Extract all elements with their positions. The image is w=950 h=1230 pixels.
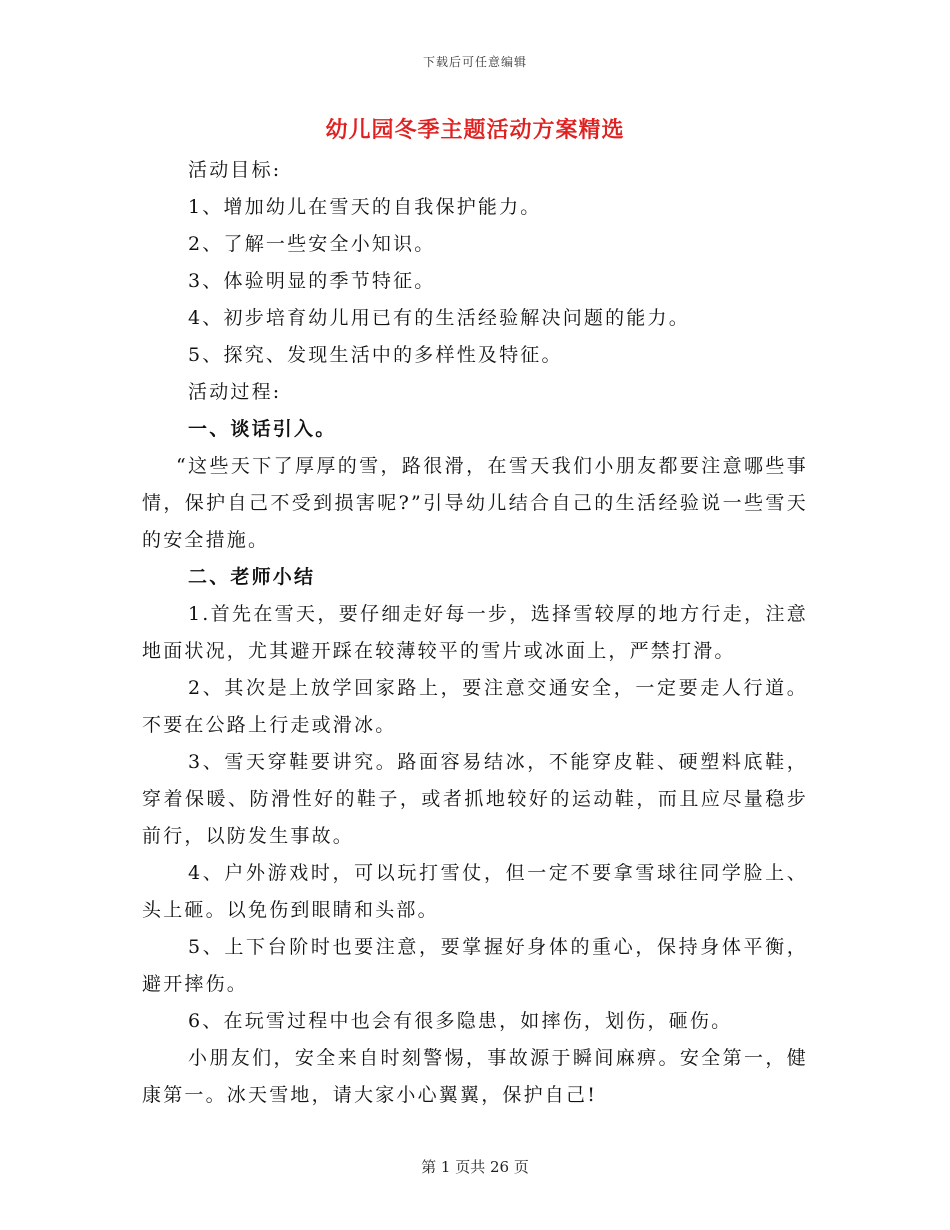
summary-item-1: 1.首先在雪天，要仔细走好每一步，选择雪较厚的地方行走，注意地面状况，尤其避开踩在较薄较平的雪片或冰面上，严禁打滑。 xyxy=(142,603,808,662)
document-body xyxy=(142,152,808,1114)
subheading-intro: 一、谈话引入。 xyxy=(188,418,337,440)
goal-item-2: 2、了解一些安全小知识。 xyxy=(188,233,436,255)
goal-item-1: 1、增加幼儿在雪天的自我保护能力。 xyxy=(188,196,542,218)
goal-item-3: 3、体验明显的季节特征。 xyxy=(188,270,436,292)
section-heading-process: 活动过程: xyxy=(188,381,282,403)
intro-paragraph: “这些天下了厚厚的雪，路很滑，在雪天我们小朋友都要注意哪些事情，保护自己不受到损害呢?”引导幼儿结合自己的生活经验说一些雪天的安全措施。 xyxy=(142,455,808,551)
goal-item-4: 4、初步培育幼儿用已有的生活经验解决问题的能力。 xyxy=(188,307,690,329)
section-heading-goals: 活动目标: xyxy=(188,159,282,181)
summary-item-4: 4、户外游戏时，可以玩打雪仗，但一定不要拿雪球往同学脸上、头上砸。以免伤到眼睛和头部。 xyxy=(142,862,808,921)
summary-item-3: 3、雪天穿鞋要讲究。路面容易结冰，不能穿皮鞋、硬塑料底鞋，穿着保暖、防滑性好的鞋子，或者抓地较好的运动鞋，而且应尽量稳步前行，以防发生事故。 xyxy=(142,751,808,847)
goal-item-5: 5、探究、发现生活中的多样性及特征。 xyxy=(188,344,563,366)
summary-item-2: 2、其次是上放学回家路上，要注意交通安全，一定要走人行道。不要在公路上行走或滑冰。 xyxy=(142,677,808,736)
page-number-footer: 第 1 页共 26 页 xyxy=(421,1158,529,1176)
summary-item-6: 6、在玩雪过程中也会有很多隐患，如摔伤，划伤，砸伤。 xyxy=(188,1010,733,1032)
header-note: 下载后可任意编辑 xyxy=(422,55,527,69)
document-title: 幼儿园冬季主题活动方案精选 xyxy=(325,117,625,143)
closing-paragraph: 小朋友们，安全来自时刻警惕，事故源于瞬间麻痹。安全第一，健康第一。冰天雪地，请大家小心翼翼，保护自己! xyxy=(142,1047,808,1106)
subheading-summary: 二、老师小结 xyxy=(188,566,316,588)
summary-item-5: 5、上下台阶时也要注意，要掌握好身体的重心，保持身体平衡，避开摔伤。 xyxy=(142,936,808,995)
